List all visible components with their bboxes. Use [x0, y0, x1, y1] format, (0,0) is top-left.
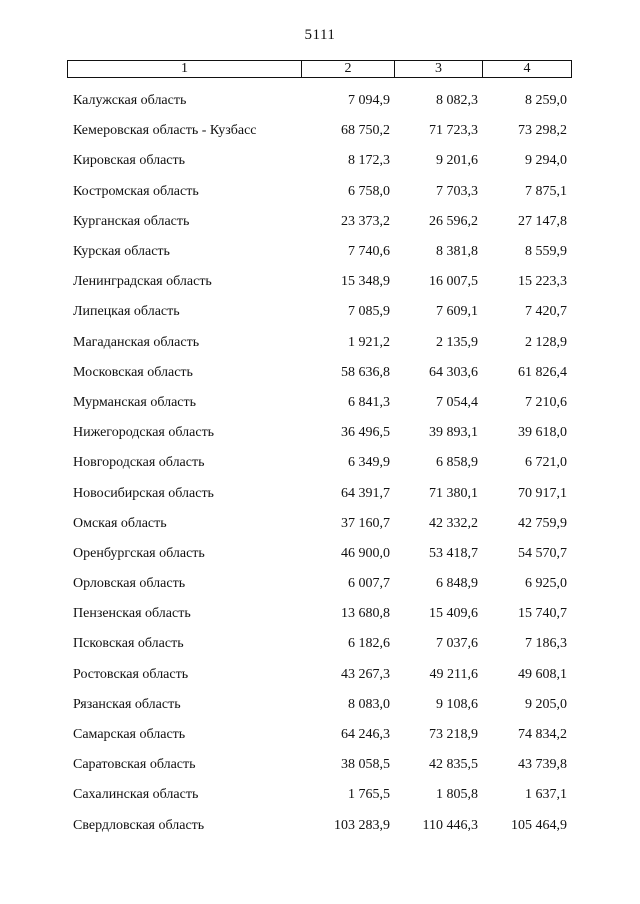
- value-col-2: 6 349,9: [348, 455, 390, 471]
- table-row: [67, 750, 572, 780]
- value-col-2: 64 246,3: [341, 727, 390, 743]
- region-name: Ростовская область: [73, 666, 189, 682]
- value-col-4: 105 464,9: [511, 817, 567, 833]
- value-col-2: 1 921,2: [348, 334, 390, 350]
- column-header-3: 3: [394, 61, 482, 77]
- value-col-4: 8 259,0: [525, 93, 567, 109]
- region-name: Мурманская область: [73, 394, 197, 410]
- value-col-3: 39 893,1: [429, 425, 478, 441]
- table-row: [67, 328, 572, 358]
- region-name: Новосибирская область: [73, 485, 214, 501]
- value-col-3: 8 082,3: [436, 93, 478, 109]
- region-name: Пензенская область: [73, 606, 191, 622]
- table-row: [67, 267, 572, 297]
- value-col-3: 42 835,5: [429, 757, 478, 773]
- value-col-2: 37 160,7: [341, 515, 390, 531]
- value-col-2: 6 007,7: [348, 576, 390, 592]
- value-col-3: 26 596,2: [429, 213, 478, 229]
- region-name: Псковская область: [73, 636, 184, 652]
- value-col-4: 73 298,2: [518, 123, 567, 139]
- table-row: [67, 297, 572, 327]
- table-row: [67, 86, 572, 116]
- value-col-4: 39 618,0: [518, 425, 567, 441]
- region-name: Липецкая область: [73, 304, 180, 320]
- value-col-2: 1 765,5: [348, 787, 390, 803]
- region-name: Саратовская область: [73, 757, 196, 773]
- value-col-2: 46 900,0: [341, 545, 390, 561]
- value-col-2: 7 740,6: [348, 244, 390, 260]
- value-col-4: 7 420,7: [525, 304, 567, 320]
- value-col-3: 6 848,9: [436, 576, 478, 592]
- value-col-2: 38 058,5: [341, 757, 390, 773]
- value-col-4: 70 917,1: [518, 485, 567, 501]
- region-name: Новгородская область: [73, 455, 205, 471]
- region-name: Костромская область: [73, 183, 199, 199]
- value-col-4: 9 205,0: [525, 696, 567, 712]
- value-col-2: 15 348,9: [341, 274, 390, 290]
- table-row: [67, 509, 572, 539]
- value-col-4: 15 740,7: [518, 606, 567, 622]
- value-col-2: 64 391,7: [341, 485, 390, 501]
- table-row: [67, 358, 572, 388]
- table-body: [67, 86, 572, 841]
- table-row: [67, 720, 572, 750]
- value-col-3: 73 218,9: [429, 727, 478, 743]
- value-col-4: 7 875,1: [525, 183, 567, 199]
- region-name: Московская область: [73, 364, 193, 380]
- table-row: [67, 237, 572, 267]
- region-name: Свердловская область: [73, 817, 205, 833]
- table-row: [67, 599, 572, 629]
- table-header: [67, 60, 572, 78]
- value-col-2: 103 283,9: [334, 817, 390, 833]
- value-col-3: 53 418,7: [429, 545, 478, 561]
- region-name: Омская область: [73, 515, 167, 531]
- region-name: Кировская область: [73, 153, 186, 169]
- table-row: [67, 448, 572, 478]
- value-col-4: 9 294,0: [525, 153, 567, 169]
- table-row: [67, 780, 572, 810]
- table-row: [67, 207, 572, 237]
- table-row: [67, 146, 572, 176]
- value-col-4: 2 128,9: [525, 334, 567, 350]
- value-col-2: 36 496,5: [341, 425, 390, 441]
- value-col-3: 7 703,3: [436, 183, 478, 199]
- region-name: Курганская область: [73, 213, 190, 229]
- value-col-3: 16 007,5: [429, 274, 478, 290]
- table-row: [67, 660, 572, 690]
- value-col-2: 23 373,2: [341, 213, 390, 229]
- table-row: [67, 569, 572, 599]
- value-col-2: 43 267,3: [341, 666, 390, 682]
- value-col-4: 74 834,2: [518, 727, 567, 743]
- column-header-4: 4: [482, 61, 571, 77]
- value-col-3: 8 381,8: [436, 244, 478, 260]
- value-col-2: 13 680,8: [341, 606, 390, 622]
- table-row: [67, 690, 572, 720]
- value-col-4: 7 210,6: [525, 394, 567, 410]
- value-col-2: 8 172,3: [348, 153, 390, 169]
- value-col-4: 6 721,0: [525, 455, 567, 471]
- value-col-3: 7 609,1: [436, 304, 478, 320]
- region-name: Орловская область: [73, 576, 186, 592]
- value-col-3: 64 303,6: [429, 364, 478, 380]
- value-col-4: 61 826,4: [518, 364, 567, 380]
- region-name: Кемеровская область - Кузбасс: [73, 123, 257, 139]
- value-col-3: 9 108,6: [436, 696, 478, 712]
- value-col-3: 49 211,6: [429, 666, 478, 682]
- table-row: [67, 418, 572, 448]
- value-col-2: 6 758,0: [348, 183, 390, 199]
- region-name: Нижегородская область: [73, 425, 215, 441]
- value-col-4: 42 759,9: [518, 515, 567, 531]
- region-name: Рязанская область: [73, 696, 181, 712]
- region-name: Калужская область: [73, 93, 187, 109]
- value-col-2: 58 636,8: [341, 364, 390, 380]
- value-col-3: 71 380,1: [429, 485, 478, 501]
- table-row: [67, 388, 572, 418]
- value-col-3: 7 037,6: [436, 636, 478, 652]
- table-row: [67, 116, 572, 146]
- value-col-2: 7 094,9: [348, 93, 390, 109]
- value-col-3: 6 858,9: [436, 455, 478, 471]
- value-col-4: 49 608,1: [518, 666, 567, 682]
- value-col-3: 7 054,4: [436, 394, 478, 410]
- table-row: [67, 629, 572, 659]
- page-number: 5111: [304, 27, 336, 43]
- value-col-4: 15 223,3: [518, 274, 567, 290]
- value-col-2: 8 083,0: [348, 696, 390, 712]
- table-row: [67, 478, 572, 508]
- value-col-4: 27 147,8: [518, 213, 567, 229]
- value-col-2: 6 182,6: [348, 636, 390, 652]
- value-col-2: 68 750,2: [341, 123, 390, 139]
- data-table: [67, 60, 572, 841]
- value-col-3: 2 135,9: [436, 334, 478, 350]
- table-row: [67, 811, 572, 841]
- value-col-3: 110 446,3: [422, 817, 478, 833]
- value-col-4: 8 559,9: [525, 244, 567, 260]
- column-header-1: 1: [181, 61, 188, 76]
- value-col-4: 1 637,1: [525, 787, 567, 803]
- value-col-3: 1 805,8: [436, 787, 478, 803]
- value-col-2: 6 841,3: [348, 394, 390, 410]
- value-col-3: 15 409,6: [429, 606, 478, 622]
- region-name: Курская область: [73, 244, 170, 260]
- value-col-2: 7 085,9: [348, 304, 390, 320]
- value-col-3: 71 723,3: [429, 123, 478, 139]
- region-name: Магаданская область: [73, 334, 200, 350]
- region-name: Оренбургская область: [73, 545, 205, 561]
- value-col-4: 43 739,8: [518, 757, 567, 773]
- column-header-2: 2: [301, 61, 394, 77]
- region-name: Самарская область: [73, 727, 186, 743]
- region-name: Сахалинская область: [73, 787, 199, 803]
- region-name: Ленинградская область: [73, 274, 212, 290]
- table-row: [67, 177, 572, 207]
- value-col-4: 54 570,7: [518, 545, 567, 561]
- value-col-3: 9 201,6: [436, 153, 478, 169]
- table-row: [67, 539, 572, 569]
- value-col-3: 42 332,2: [429, 515, 478, 531]
- value-col-4: 7 186,3: [525, 636, 567, 652]
- value-col-4: 6 925,0: [525, 576, 567, 592]
